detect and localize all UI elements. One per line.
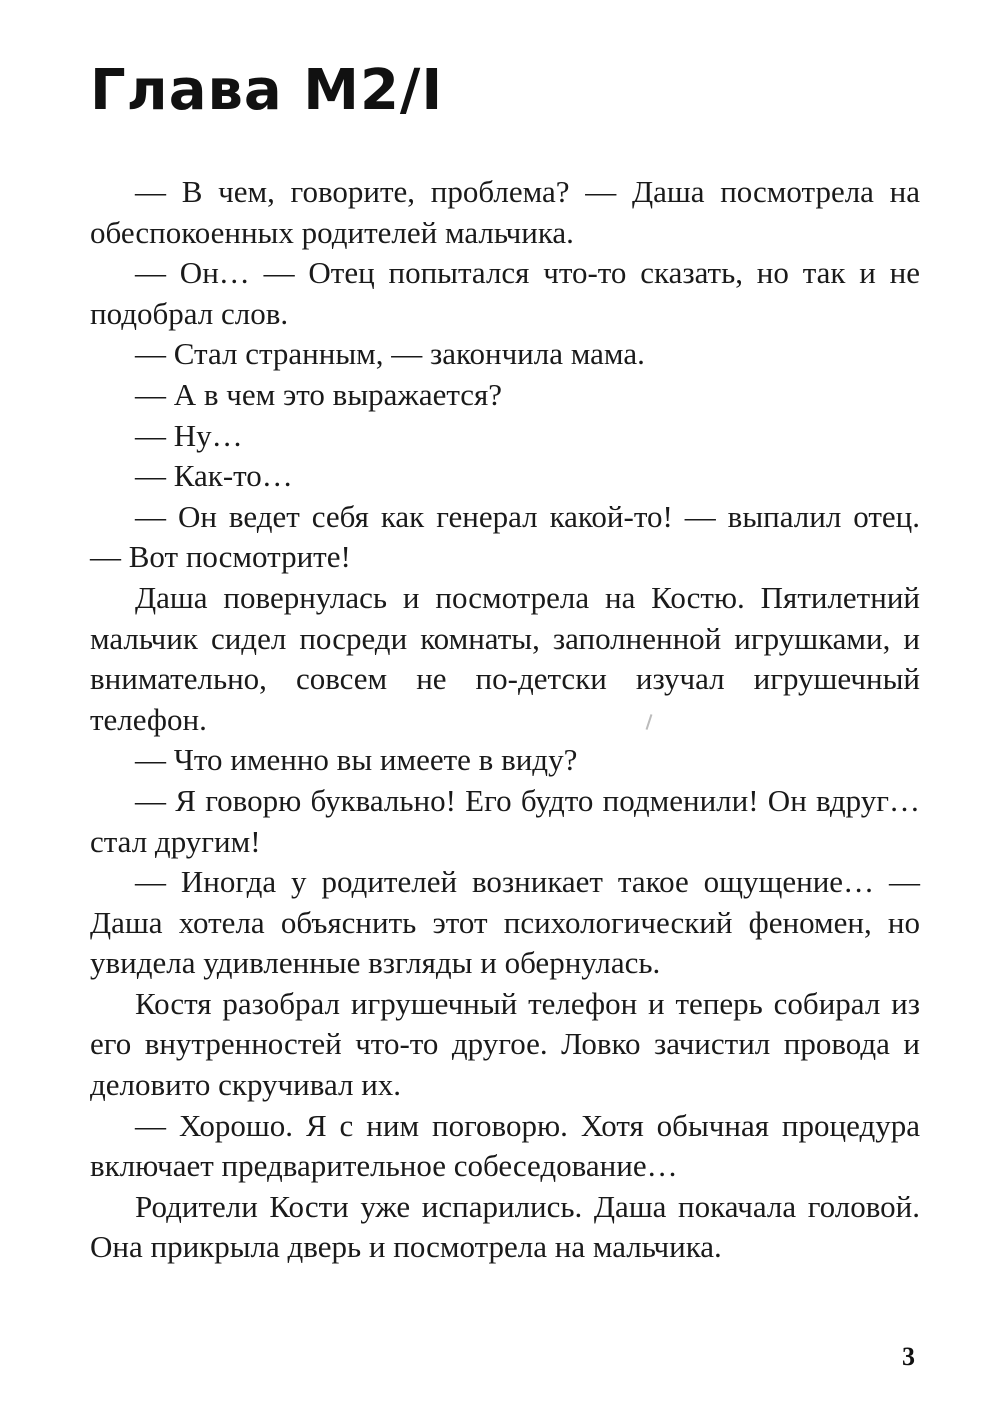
- paragraph: Костя разобрал игрушечный телефон и теперь собирал из его внутренностей что-то другое. Ловко зачистил провода и деловито скручивал их.: [90, 985, 920, 1103]
- paragraph: — Что именно вы имеете в виду?: [135, 742, 578, 778]
- paragraph: Родители Кости уже испарились. Даша покачала головой. Она прикрыла дверь и посмотрела на мальчика.: [90, 1188, 920, 1265]
- paragraph: — Я говорю буквально! Его будто подменили! Он вдруг… стал другим!: [90, 782, 920, 859]
- paragraph: — А в чем это выражается?: [135, 376, 503, 412]
- paragraph: — Стал странным, — закончила мама.: [135, 336, 645, 372]
- paragraph: Даша повернулась и посмотрела на Костю. Пятилетний мальчик сидел посреди комнаты, заполненной игрушками, и внимательно, совсем не по-детски изучал игрушечный телефон.: [90, 579, 920, 737]
- chapter-title: Глава M2/I: [90, 58, 444, 123]
- paragraph: — Он… — Отец попытался что-то сказать, но так и не подобрал слов.: [90, 255, 920, 331]
- chapter-body: [90, 172, 920, 1268]
- page-number: 3: [902, 1342, 915, 1371]
- paragraph: — Он ведет себя как генерал какой-то! — выпалил отец. — Вот посмотрите!: [90, 498, 920, 575]
- paragraph: — Как-то…: [135, 458, 293, 494]
- paragraph: — Ну…: [135, 417, 243, 453]
- paragraph: — Хорошо. Я с ним поговорю. Хотя обычная процедура включает предварительное собеседование…: [90, 1107, 920, 1184]
- paragraph: — В чем, говорите, проблема? — Даша посмотрела на обеспокоенных родителей мальчика.: [90, 174, 920, 250]
- paragraph: — Иногда у родителей возникает такое ощущение… — Даша хотела объяснить этот психологический феномен, но увидела удивленные взгляды и обернулась.: [90, 864, 920, 981]
